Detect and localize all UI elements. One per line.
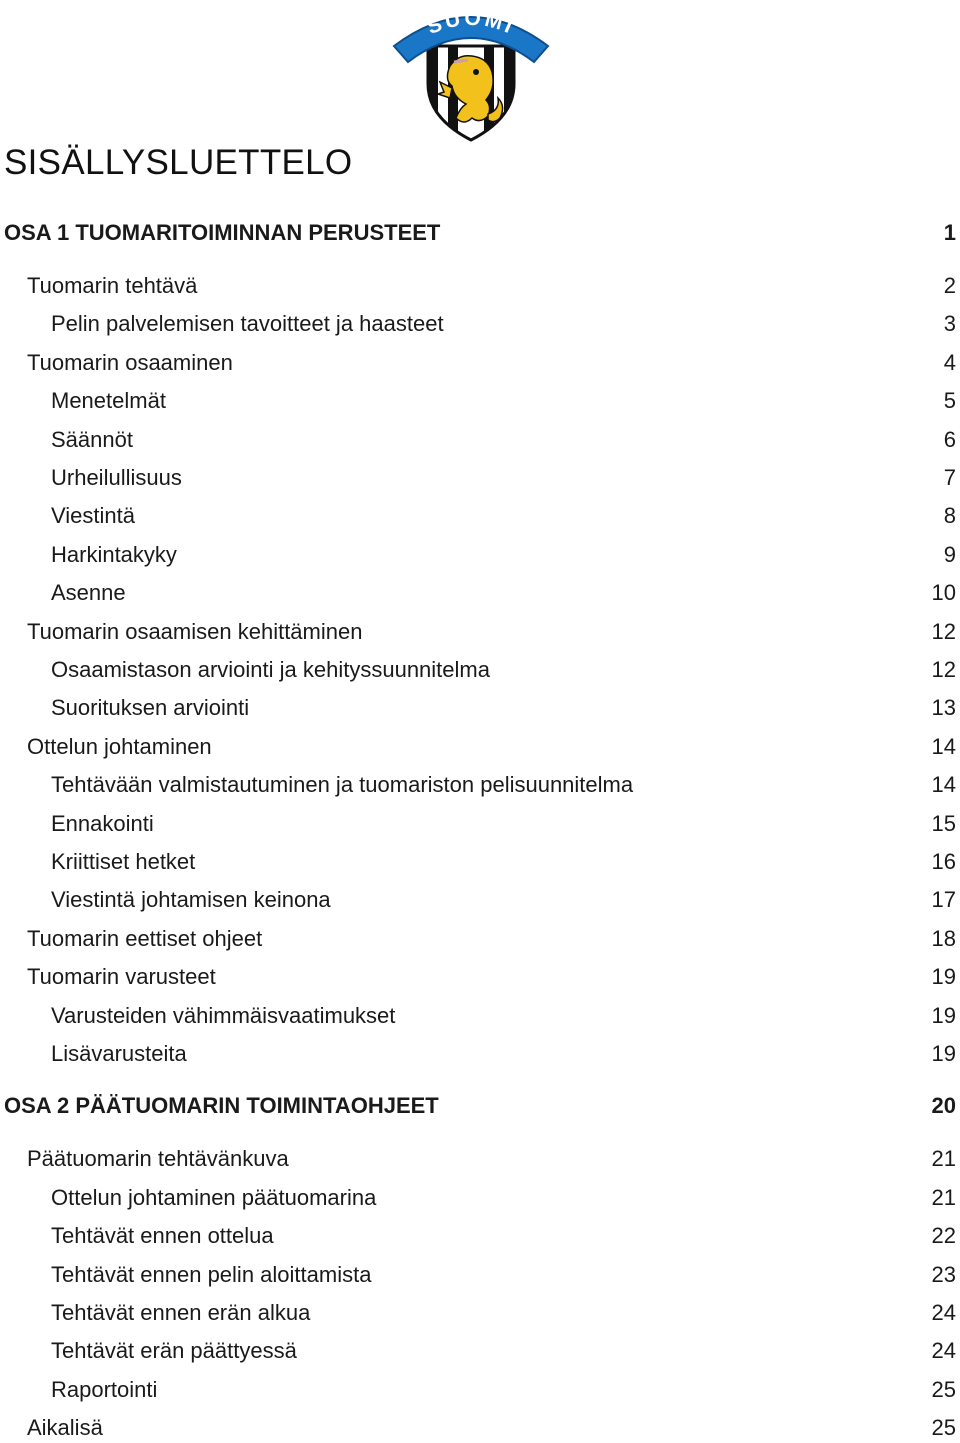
- toc-section-entry[interactable]: [51, 1039, 956, 1069]
- toc-page-number: 13: [931, 695, 956, 720]
- toc-chapter-entry[interactable]: [27, 617, 956, 647]
- toc-entry-label: Aikalisä: [27, 1415, 103, 1440]
- toc-entry-label: OSA 1 TUOMARITOIMINNAN PERUSTEET: [4, 220, 441, 245]
- toc-page-number: 21: [931, 1185, 956, 1210]
- page-title: SISÄLLYSLUETTELO: [4, 143, 353, 182]
- toc-page-number: 14: [931, 772, 956, 797]
- toc-chapter-entry[interactable]: [27, 962, 956, 992]
- toc-page-number: 10: [931, 580, 956, 605]
- toc-entry-label: Tehtävät erän päättyessä: [51, 1338, 297, 1363]
- toc-page-number: 23: [931, 1262, 956, 1287]
- toc-entry-label: Varusteiden vähimmäisvaatimukset: [51, 1003, 396, 1028]
- toc-entry-label: Viestintä: [51, 503, 135, 528]
- toc-entry-label: Tuomarin varusteet: [27, 964, 216, 989]
- toc-section-entry[interactable]: [51, 693, 956, 723]
- toc-entry-label: Ottelun johtaminen: [27, 734, 212, 759]
- toc-section-entry[interactable]: [51, 540, 956, 570]
- toc-page-number: 7: [943, 465, 956, 490]
- toc-entry-label: Tehtävät ennen pelin aloittamista: [51, 1262, 372, 1287]
- toc-page-number: 3: [943, 311, 956, 336]
- toc-chapter-entry[interactable]: [27, 732, 956, 762]
- toc-page-number: 25: [931, 1415, 956, 1440]
- toc-entry-label: Asenne: [51, 580, 126, 605]
- svg-text:SUOMI: SUOMI: [423, 6, 519, 40]
- toc-page-number: 1: [943, 220, 956, 245]
- toc-section-entry[interactable]: [51, 386, 956, 416]
- toc-section-entry[interactable]: [51, 501, 956, 531]
- toc-page-number: 15: [931, 811, 956, 836]
- toc-page-number: 9: [943, 542, 956, 567]
- toc-entry-label: Harkintakyky: [51, 542, 177, 567]
- toc-part-heading[interactable]: [4, 218, 956, 248]
- toc-page-number: 22: [931, 1223, 956, 1248]
- toc-section-entry[interactable]: [51, 425, 956, 455]
- toc-entry-label: Osaamistason arviointi ja kehityssuunnitelma: [51, 657, 490, 682]
- toc-section-entry[interactable]: [51, 1001, 956, 1031]
- toc-section-entry[interactable]: [51, 309, 956, 339]
- toc-section-entry[interactable]: [51, 1221, 956, 1251]
- toc-page-number: 18: [931, 926, 956, 951]
- toc-entry-label: Ottelun johtaminen päätuomarina: [51, 1185, 377, 1210]
- toc-section-entry[interactable]: [51, 578, 956, 608]
- toc-section-entry[interactable]: [51, 770, 956, 800]
- toc-part-heading[interactable]: [4, 1091, 956, 1121]
- toc-entry-label: Päätuomarin tehtävänkuva: [27, 1146, 289, 1171]
- toc-page-number: 12: [931, 619, 956, 644]
- toc-entry-label: Suorituksen arviointi: [51, 695, 250, 720]
- toc-entry-label: Tuomarin osaaminen: [27, 350, 233, 375]
- toc-entry-label: Tehtävät ennen ottelua: [51, 1223, 274, 1248]
- toc-section-entry[interactable]: [51, 1260, 956, 1290]
- toc-page-number: 16: [931, 849, 956, 874]
- toc-chapter-entry[interactable]: [27, 271, 956, 301]
- toc-page-number: 24: [931, 1338, 956, 1363]
- toc-page-number: 8: [943, 503, 956, 528]
- toc-chapter-entry[interactable]: [27, 1413, 956, 1443]
- toc-page-number: 19: [931, 1003, 956, 1028]
- toc-entry-label: Viestintä johtamisen keinona: [51, 887, 331, 912]
- toc-page-number: 12: [931, 657, 956, 682]
- toc-chapter-entry[interactable]: [27, 924, 956, 954]
- toc-chapter-entry[interactable]: [27, 1144, 956, 1174]
- toc-section-entry[interactable]: [51, 1336, 956, 1366]
- toc-section-entry[interactable]: [51, 809, 956, 839]
- toc-page-number: 20: [931, 1093, 956, 1118]
- toc-page-number: 19: [931, 964, 956, 989]
- toc-entry-label: Raportointi: [51, 1377, 158, 1402]
- lion-shield-icon: [388, 2, 554, 144]
- toc-entry-label: Tuomarin eettiset ohjeet: [27, 926, 263, 951]
- toc-entry-label: Ennakointi: [51, 811, 154, 836]
- toc-section-entry[interactable]: [51, 885, 956, 915]
- toc-entry-label: Kriittiset hetket: [51, 849, 196, 874]
- toc-entry-label: Tehtävään valmistautuminen ja tuomariston pelisuunnitelma: [51, 772, 634, 797]
- toc-entry-label: Säännöt: [51, 427, 133, 452]
- toc-section-entry[interactable]: [51, 655, 956, 685]
- toc-entry-label: Pelin palvelemisen tavoitteet ja haasteet: [51, 311, 444, 336]
- toc-page-number: 19: [931, 1041, 956, 1066]
- toc-page-number: 5: [943, 388, 956, 413]
- toc-page-number: 25: [931, 1377, 956, 1402]
- toc-page-number: 14: [931, 734, 956, 759]
- suomi-logo: [388, 2, 554, 144]
- toc-page-number: 24: [931, 1300, 956, 1325]
- toc-entry-label: Urheilullisuus: [51, 465, 182, 490]
- toc-entry-label: Menetelmät: [51, 388, 166, 413]
- toc-entry-label: Tuomarin osaamisen kehittäminen: [27, 619, 363, 644]
- toc-page-number: 4: [943, 350, 956, 375]
- toc-section-entry[interactable]: [51, 1298, 956, 1328]
- toc-page-number: 17: [931, 887, 956, 912]
- toc-section-entry[interactable]: [51, 463, 956, 493]
- toc-section-entry[interactable]: [51, 1183, 956, 1213]
- toc-section-entry[interactable]: [51, 1375, 956, 1405]
- toc-section-entry[interactable]: [51, 847, 956, 877]
- toc-page-number: 21: [931, 1146, 956, 1171]
- toc-page-number: 6: [943, 427, 956, 452]
- toc-chapter-entry[interactable]: [27, 348, 956, 378]
- toc-entry-label: Tehtävät ennen erän alkua: [51, 1300, 311, 1325]
- toc-page-number: 2: [943, 273, 956, 298]
- toc-entry-label: Tuomarin tehtävä: [27, 273, 198, 298]
- toc-entry-label: OSA 2 PÄÄTUOMARIN TOIMINTAOHJEET: [4, 1093, 439, 1118]
- toc-entry-label: Lisävarusteita: [51, 1041, 187, 1066]
